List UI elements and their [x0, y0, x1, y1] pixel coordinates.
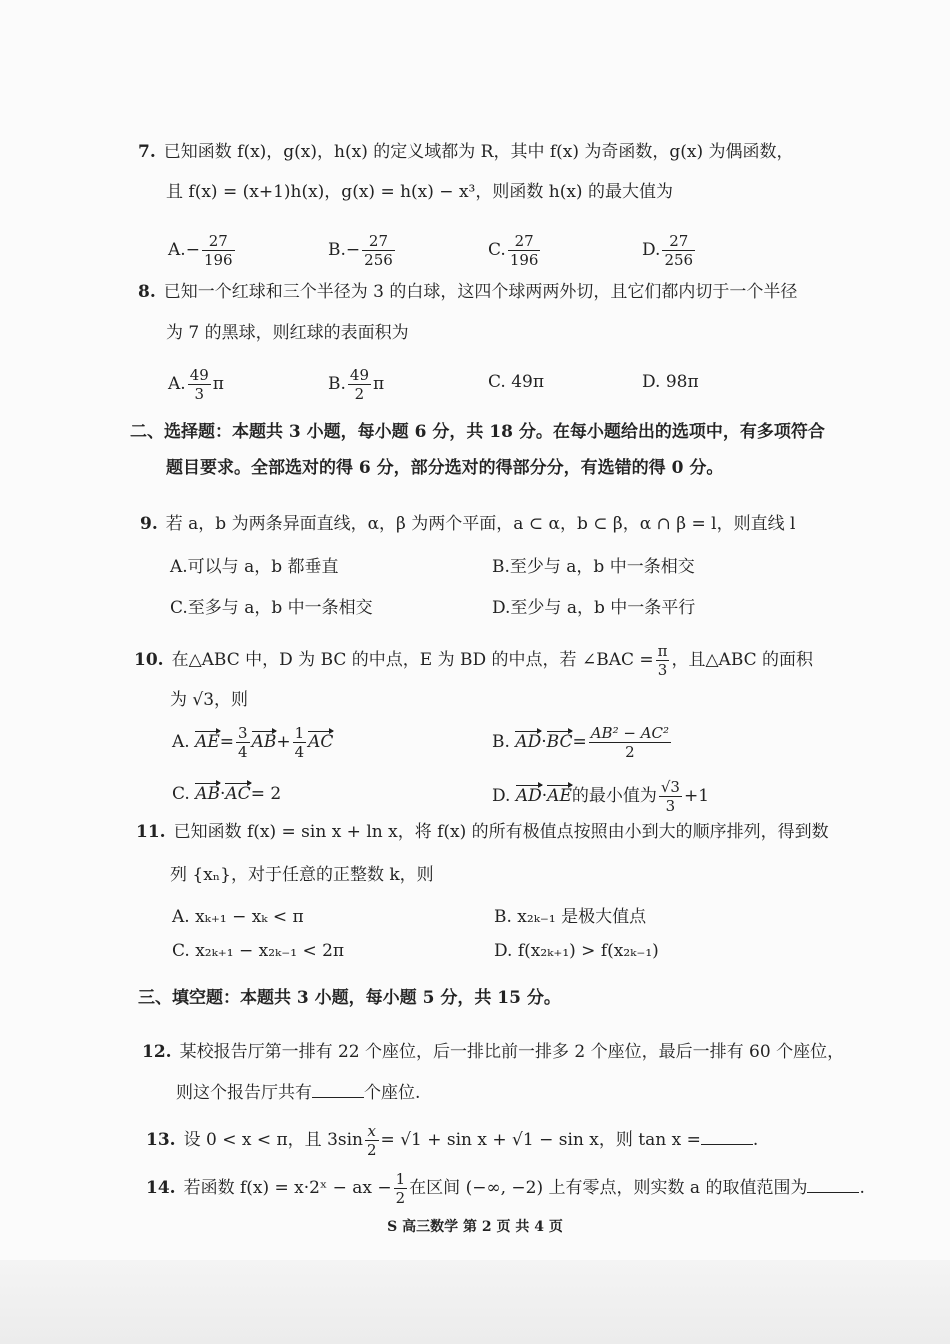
- q10-option-a: A. AE= $\frac{3}{4}$ AB+ $\frac{1}{4}$ AC: [172, 724, 334, 761]
- q9-number: 9.: [140, 514, 158, 534]
- q13-number: 13.: [146, 1130, 176, 1150]
- q9-option-d: D.至少与 a，b 中一条平行: [492, 598, 696, 618]
- q8-line1: [138, 280, 797, 304]
- q8-option-a: A. $\frac{49}{3}$ π: [168, 366, 224, 403]
- q7-d-fraction: $\frac{27}{256}$: [664, 232, 694, 269]
- q13-line: 13. 设 0 < x < π，且 3sin $\frac{x}{2}$ = √1 + sin x + √1 − sin x，则 tan x = .: [146, 1122, 759, 1159]
- q8-stem-1: 已知一个红球和三个半径为 3 的白球，这四个球两两外切，且它们都内切于一个半径: [163, 282, 798, 302]
- q10-option-b: B. AD·BC= $\frac{\text{AB² − AC²}}{2}$: [492, 724, 670, 761]
- q7-number: 7.: [138, 142, 156, 162]
- q11-option-a: A. xₖ₊₁ − xₖ < π: [172, 907, 304, 927]
- scan-shadow: [0, 1260, 950, 1344]
- q7-option-a: A.− $\frac{27}{196}$: [168, 232, 233, 269]
- q14-line: 14. 若函数 f(x) = x·2ˣ − ax − $\frac{1}{2}$ 在区间 (−∞, −2) 上有零点，则实数 a 的取值范围为 .: [146, 1170, 865, 1207]
- q7-line2: 且 f(x) = (x+1)h(x)，g(x) = h(x) − x³，则函数 h(x) 的最大值为: [166, 182, 673, 202]
- q8-option-c: C. 49π: [488, 372, 545, 392]
- q7-a-fraction: $\frac{27}{196}$: [203, 232, 233, 269]
- q7-c-fraction: $\frac{27}{196}$: [509, 232, 539, 269]
- q11-number: 11.: [136, 822, 166, 842]
- page-footer: S 高三数学 第 2 页 共 4 页: [387, 1219, 563, 1235]
- q10-option-d: D. AD·AE的最小值为 $\frac{√3}{3}$ +1: [492, 778, 710, 815]
- q7-b-fraction: $\frac{27}{256}$: [364, 232, 393, 269]
- q10-angle-fraction: $\frac{\pi}{3}$: [657, 642, 668, 679]
- section2-heading: 二、选择题：本题共 3 小题，每小题 6 分，共 18 分。在每小题给出的选项中，有多项符合: [130, 422, 825, 442]
- q11-line2: 列 {xₙ}，对于任意的正整数 k，则: [170, 865, 434, 885]
- q11-option-b: B. x₂ₖ₋₁ 是极大值点: [494, 907, 647, 927]
- q11-option-d: D. f(x₂ₖ₊₁) > f(x₂ₖ₋₁): [494, 941, 659, 961]
- q7-stem-1: 已知函数 f(x)，g(x)，h(x) 的定义域都为 R，其中 f(x) 为奇函数，g(x) 为偶函数，: [163, 142, 794, 162]
- section3-heading: 三、填空题：本题共 3 小题，每小题 5 分，共 15 分。: [138, 988, 561, 1008]
- q8-number: 8.: [138, 282, 156, 302]
- q7-option-b: B.− $\frac{27}{256}$: [328, 232, 393, 269]
- q8-option-b: B. $\frac{49}{2}$ π: [328, 366, 385, 403]
- q11-option-c: C. x₂ₖ₊₁ − x₂ₖ₋₁ < 2π: [172, 941, 345, 961]
- q7-option-c: C. $\frac{27}{196}$: [488, 232, 539, 269]
- q14-answer-blank[interactable]: [807, 1176, 859, 1193]
- q9-option-b: B.至少与 a，b 中一条相交: [492, 557, 695, 577]
- q8-line2: 为 7 的黑球，则红球的表面积为: [166, 323, 409, 343]
- q10-line2: 为 √3，则: [170, 690, 249, 710]
- q9-option-c: C.至多与 a，b 中一条相交: [170, 598, 373, 618]
- q10-number: 10.: [134, 650, 164, 670]
- q12-line2: 则这个报告厅共有 个座位.: [176, 1083, 421, 1103]
- q10-option-c: C. AB·AC= 2: [172, 784, 282, 804]
- q12-number: 12.: [142, 1042, 172, 1062]
- q13-answer-blank[interactable]: [701, 1128, 753, 1145]
- section2-instructions: 题目要求。全部选对的得 6 分，部分选对的得部分分，有选错的得 0 分。: [166, 458, 724, 478]
- q8-option-d: D. 98π: [642, 372, 699, 392]
- q7-line1: [138, 140, 794, 164]
- q14-number: 14.: [146, 1178, 176, 1198]
- q7-option-d: D. $\frac{27}{256}$: [642, 232, 694, 269]
- q11-line1: 11. 已知函数 f(x) = sin x + ln x，将 f(x) 的所有极值点按照由小到大的顺序排列，得到数: [136, 822, 829, 842]
- q9-stem: 9. 若 a，b 为两条异面直线，α，β 为两个平面，a ⊂ α，b ⊂ β，α ∩ β = l，则直线 l: [140, 514, 796, 534]
- q9-option-a: A.可以与 a，b 都垂直: [170, 557, 339, 577]
- q12-line1: 12. 某校报告厅第一排有 22 个座位，后一排比前一排多 2 个座位，最后一排有 60 个座位，: [142, 1042, 845, 1062]
- q10-line1: 10. 在△ABC 中，D 为 BC 的中点，E 为 BD 的中点，若 ∠BAC = $\frac{\pi}{3}$ ，且△ABC 的面积: [134, 642, 814, 679]
- q12-answer-blank[interactable]: [312, 1081, 364, 1098]
